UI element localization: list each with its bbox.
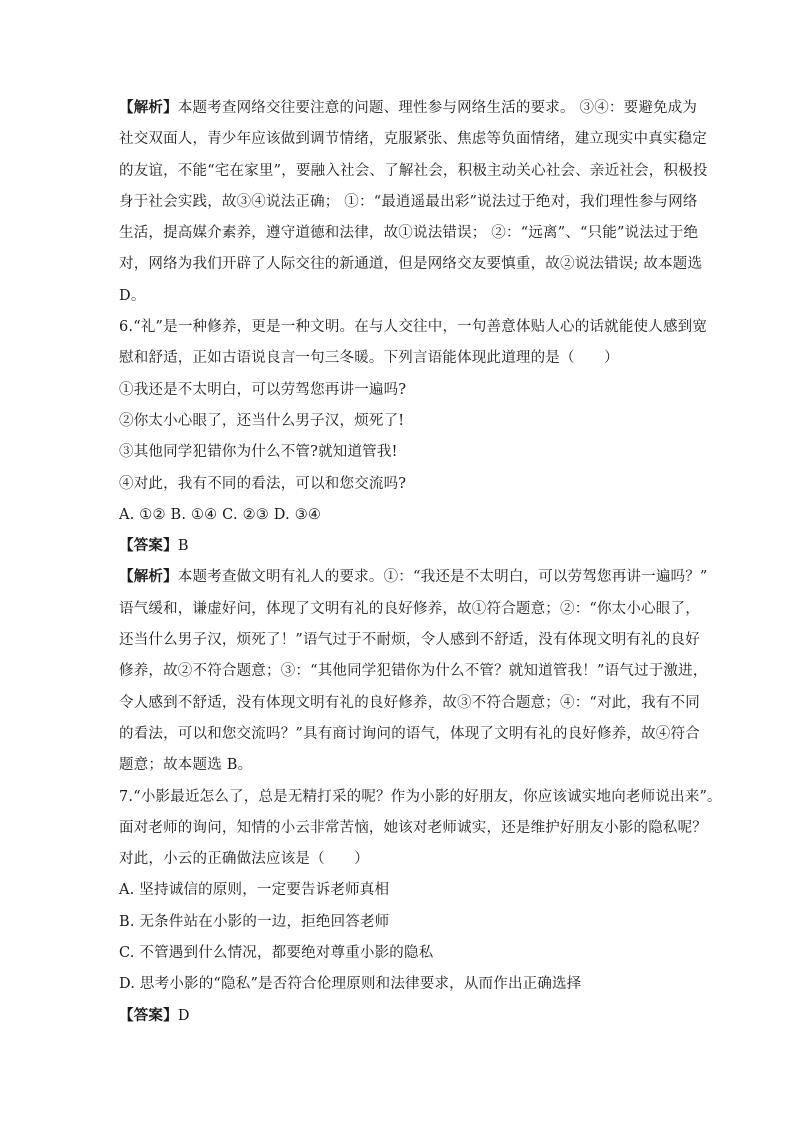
question-item: ②你太小心眼了，还当什么男子汉，烦死了! (119, 412, 405, 429)
option-b: B. 无条件站在小影的一边，拒绝回答老师 (119, 913, 390, 930)
analysis-line: 生活，提高媒介素养，遵守道德和法律，故①说法错误； ②：“远离”、“只能”说法过于绝 (119, 225, 699, 242)
analysis-line: D。 (119, 287, 146, 304)
answer-tag: 【答案】 (119, 1006, 178, 1024)
analysis-line: 令人感到不舒适，没有体现文明有礼的良好修养，故③不符合题意；④：“对此，我有不同 (119, 694, 700, 711)
analysis-line: 【解析】本题考查网络交往要注意的问题、理性参与网络生活的要求。 ③④：要避免成为 (119, 99, 698, 116)
question-item: ③其他同学犯错你为什么不管?就知道管我! (119, 444, 398, 461)
answer-value: D (177, 1007, 190, 1024)
question-item: ④对此，我有不同的看法，可以和您交流吗? (119, 475, 407, 492)
question-stem: 6.“礼”是一种修养，更是一种文明。在与人交往中，一句善意体贴人心的话就能使人感到宽 (119, 319, 708, 336)
analysis-line: 还当什么男子汉，烦死了！”语气过于不耐烦，令人感到不舒适，没有体现文明有礼的良好 (119, 632, 700, 649)
analysis-line: 【解析】本题考查做文明有礼人的要求。①：“我还是不太明白，可以劳驾您再讲一遍吗？” (119, 568, 708, 586)
analysis-line: 语气缓和，谦虚好问，体现了文明有礼的良好修养，故①符合题意；②：“你太小心眼了， (119, 600, 700, 617)
analysis-line: 题意；故本题选 B。 (119, 757, 253, 774)
option-c: C. 不管遇到什么情况，都要绝对尊重小影的隐私 (119, 945, 434, 962)
question-stem: 慰和舒适，正如古语说良言一句三冬暖。下列言语能体现此道理的是（ ） (119, 350, 619, 367)
analysis-line: 的看法，可以和您交流吗？”具有商讨询问的语气，体现了文明有礼的良好修养，故④符合 (119, 725, 700, 742)
question-stem: 面对老师的询问，知情的小云非常苦恼，她该对老师诚实，还是维护好朋友小影的隐私呢？ (119, 819, 707, 836)
option-d: D. 思考小影的“隐私”是否符合伦理原则和法律要求，从而作出正确选择 (119, 976, 582, 993)
analysis-line: 修养，故②不符合题意；③：“其他同学犯错你为什么不管？就知道管我！”语气过于激进， (119, 663, 708, 680)
question-item: ①我还是不太明白，可以劳驾您再讲一遍吗? (119, 381, 407, 398)
analysis-line: 社交双面人，青少年应该做到调节情绪，克服紧张、焦虑等负面情绪，建立现实中真实稳定 (119, 131, 707, 148)
question-stem: 7.“小影最近怎么了，总是无精打采的呢？作为小影的好朋友，你应该诚实地向老师说出来”。 (119, 788, 722, 805)
answer-value: B (177, 538, 189, 555)
analysis-line: 对，网络为我们开辟了人际交往的新通道，但是网络交友要慎重，故②说法错误; 故本题选 (119, 256, 703, 273)
answer-line (119, 1006, 679, 1037)
analysis-tag: 【解析】 (119, 568, 178, 586)
analysis-line: 的友谊，不能“宅在家里”，要融入社会、了解社会，积极主动关心社会、亲近社会，积极投 (119, 162, 708, 179)
answer-line (119, 536, 679, 567)
question-stem: 对此，小云的正确做法应该是（ ） (119, 851, 369, 868)
analysis-tag: 【解析】 (119, 99, 178, 116)
analysis-line: 身于社会实践，故③④说法正确； ①：“最逍遥最出彩”说法过于绝对，我们理性参与网络 (119, 193, 698, 210)
answer-tag: 【答案】 (119, 537, 178, 555)
option-a: A. 坚持诚信的原则，一定要告诉老师真相 (119, 882, 390, 899)
page-content (119, 98, 722, 1037)
question-options: A. ①② B. ①④ C. ②③ D. ③④ (119, 506, 322, 523)
